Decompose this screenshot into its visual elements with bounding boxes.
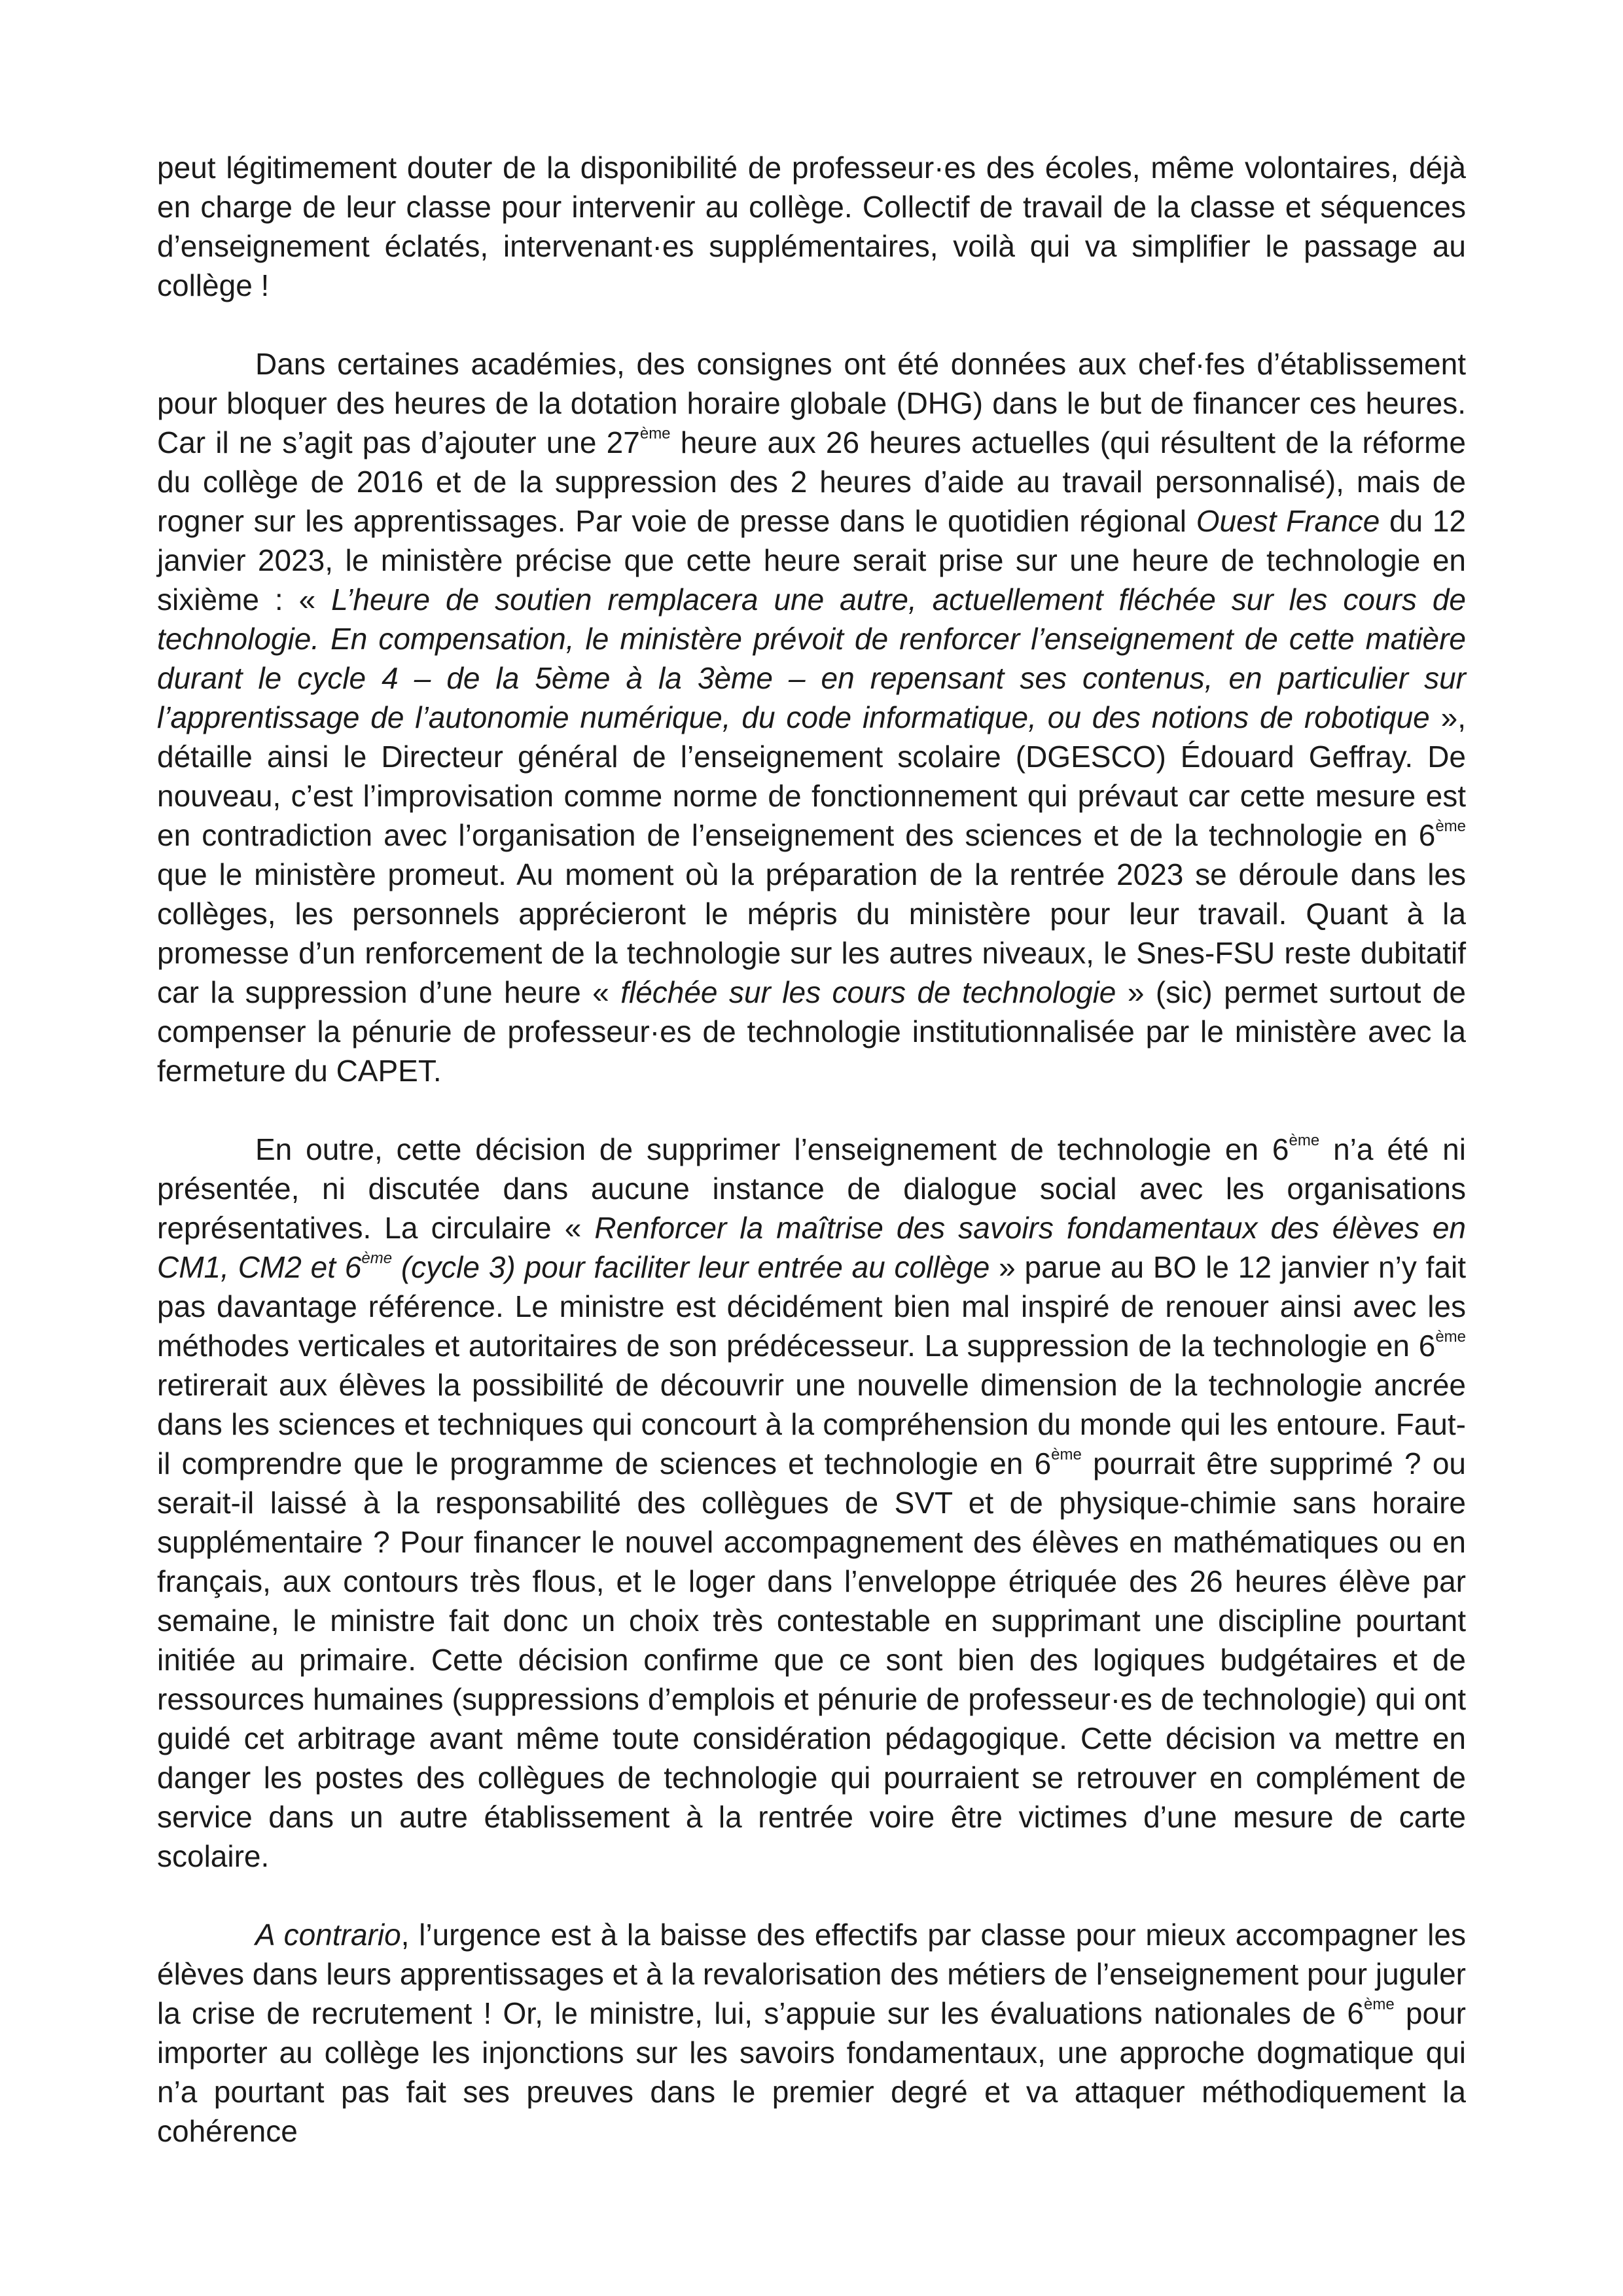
italic-text: A contrario [255,1918,401,1952]
text-run: n’a été ni présentée, ni discutée dans aucune instance de dialogue social avec les organisations représentatives. La circulaire « [157,1132,1466,1245]
italic-text: fléchée sur les cours de technologie [620,975,1116,1009]
text-run: peut légitimement douter de la disponibilité de professeur·es des écoles, même volontaires, déjà en charge de leur classe pour intervenir au collège. Collectif de travail de la classe et séquences d’enseignement éclatés, intervenant·es supplémentaires, voilà qui va simplifier le passage au collège ! [157,151,1466,302]
italic-text: Ouest France [1196,504,1380,538]
paragraph-p3 [157,1130,1466,1876]
text-run: En outre, cette décision de supprimer l’enseignement de technologie en 6 [255,1132,1289,1166]
text-run: heure aux 26 heures actuelles (qui résultent de la réforme du collège de 2016 et de la suppression des 2 heures d’aide au travail personnalisé), mais de rogner sur les apprentissages. Par voie de presse dans le quotidien régional [157,425,1467,538]
superscript: ème [1435,1328,1466,1346]
text-run: pour importer au collège les injonctions sur les savoirs fondamentaux, une approche dogmatique qui n’a pourtant pas fait ses preuves dans le premier degré et va attaquer méthodiquement la cohérence [157,1996,1466,2148]
text-run: du 12 janvier 2023, le ministère précise que cette heure serait prise sur une heure de technologie en sixième : « [157,504,1466,617]
superscript: ème [1435,817,1466,835]
paragraph-p4 [157,1915,1466,2151]
text-run: , l’urgence est à la baisse des effectifs par classe pour mieux accompagner les élèves dans leurs apprentissages et à la revalorisation des métiers de l’enseignement pour juguler la crise de recrutement ! Or, le ministre, lui, s’appuie sur les évaluations nationales de 6 [157,1918,1466,2030]
text-run: » (sic) permet surtout de compenser la pénurie de professeur·es de technologie institutionnalisée par le ministère avec la fermeture du CAPET. [157,975,1466,1088]
text-run: que le ministère promeut. Au moment où la préparation de la rentrée 2023 se déroule dans les collèges, les personnels apprécieront le mépris du ministère pour leur travail. Quant à la promesse d’un renforcement de la technologie sur les autres niveaux, le Snes-FSU reste dubitatif car la suppression d’une heure « [157,857,1466,1009]
superscript: ème [1363,1996,1395,2013]
text-run: », détaille ainsi le Directeur général de l’enseignement scolaire (DGESCO) Édouard Geffray. De nouveau, c’est l’improvisation comme norme de fonctionnement qui prévaut car cette mesure est en contradiction avec l’organisation de l’enseignement des sciences et de la technologie en 6 [157,700,1466,852]
superscript: ème [1289,1132,1320,1149]
text-run: retirerait aux élèves la possibilité de découvrir une nouvelle dimension de la technologie ancrée dans les sciences et techniques qui concourt à la compréhension du monde qui les entoure. Faut-il comprendre que le programme de sciences et technologie en 6 [157,1368,1466,1480]
paragraph-p2 [157,344,1466,1090]
superscript: ème [639,425,671,442]
italic-text: (cycle 3) pour faciliter leur entrée au collège [392,1250,990,1284]
text-run: pourrait être supprimé ? ou serait-il laissé à la responsabilité des collègues de SVT et de physique-chimie sans horaire supplémentaire ? Pour financer le nouvel accompagnement des élèves en mathématiques ou en français, aux contours très flous, et le loger dans l’enveloppe étriquée des 26 heures élève par semaine, le ministre fait donc un choix très contestable en supprimant une discipline pourtant initiée au primaire. Cette décision confirme que ce sont bien des logiques budgétaires et de ressources humaines (suppressions d’emplois et pénurie de professeur·es de technologie) qui ont guidé cet arbitrage avant même toute considération pédagogique. Cette décision va mettre en danger les postes des collègues de technologie qui pourraient se retrouver en complément de service dans un autre établissement à la rentrée voire être victimes d’une mesure de carte scolaire. [157,1446,1466,1873]
italic-text: L’heure de soutien remplacera une autre, actuellement fléchée sur les cours de technologie. En compensation, le ministère prévoit de renforcer l’enseignement de cette matière durant le cycle 4 – de la 5ème à la 3ème – en repensant ses contenus, en particulier sur l’apprentissage de l’autonomie numérique, du code informatique, ou des notions de robotique [157,583,1466,734]
paragraph-p1 [157,148,1466,305]
text-run: Dans certaines académies, des consignes ont été données aux chef·fes d’établissement pour bloquer des heures de la dotation horaire globale (DHG) dans le but de financer ces heures. Car il ne s’agit pas d’ajouter une 27 [157,347,1466,459]
text-run: » parue au BO le 12 janvier n’y fait pas davantage référence. Le ministre est décidément bien mal inspiré de renouer ainsi avec les méthodes verticales et autoritaires de son prédécesseur. La suppression de la technologie en 6 [157,1250,1467,1363]
superscript: ème [1051,1446,1082,1463]
superscript: ème [361,1249,393,1267]
italic-text: Renforcer la maîtrise des savoirs fondamentaux des élèves en CM1, CM2 et 6 [157,1211,1466,1284]
